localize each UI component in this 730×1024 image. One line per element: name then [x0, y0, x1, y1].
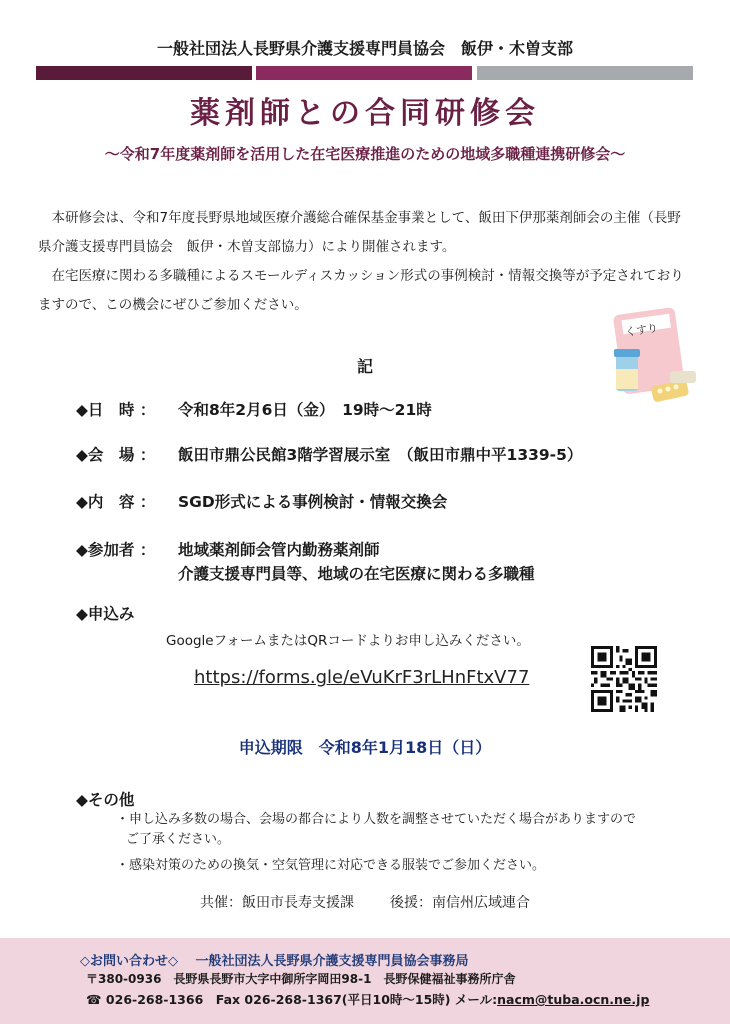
- medicine-bag-label: くすり: [624, 321, 659, 339]
- detail-content: [76, 490, 447, 514]
- intro-paragraph-2: 在宅医療に関わる多職種によるスモールディスカッション形式の事例検討・情報交換等が予定されておりますので、この機会にぜひご参加ください。: [38, 268, 684, 313]
- contact-address: 〒380-0936 長野県長野市大字中御所字岡田98-1 長野保健福祉事務所庁舎: [86, 972, 516, 986]
- page-title: 薬剤師との合同研修会: [190, 96, 540, 131]
- other-label: ◆その他: [76, 791, 135, 809]
- participants-line-2: 介護支援専門員等、地域の在宅医療に関わる多職種: [178, 565, 535, 583]
- header-bar-1: [36, 66, 252, 80]
- contact-heading: ◇お問い合わせ◇ 一般社団法人長野県介護支援専門員協会事務局: [80, 954, 469, 969]
- contact-phone-email: [86, 990, 649, 1008]
- participants-line-1: 地域薬剤師会管内勤務薬剤師: [178, 541, 380, 559]
- content-value: SGD形式による事例検討・情報交換会: [178, 493, 448, 511]
- application-label: ◆申込み: [76, 605, 135, 623]
- ki-heading: 記: [356, 357, 373, 376]
- contact-email-link[interactable]: nacm@tuba.ocn.ne.jp: [497, 992, 650, 1007]
- participants-label: ◆参加者 ：: [76, 541, 156, 559]
- application-url-link[interactable]: https://forms.gle/eVuKrF3rLHnFtxV77: [194, 667, 530, 688]
- venue-label: ◆会 場 ：: [76, 446, 156, 464]
- other-note-1-line-2: ご了承ください。: [126, 832, 231, 847]
- detail-date: [76, 398, 432, 422]
- date-label: ◆日 時 ：: [76, 401, 156, 419]
- date-value: 令和8年2月6日（金） 19時～21時: [178, 401, 432, 419]
- application-note: GoogleフォームまたはQRコードよりお申し込みください。: [166, 633, 530, 649]
- detail-venue: [76, 443, 582, 467]
- cohost: 共催：飯田市長寿支援課: [200, 895, 354, 911]
- qr-code[interactable]: [591, 646, 657, 712]
- intro-text: [38, 204, 688, 320]
- page-subtitle: ～令和7年度薬剤師を活用した在宅医療推進のための地域多職種連携研修会～: [104, 145, 626, 163]
- detail-participants: [76, 538, 535, 586]
- venue-value: 飯田市鼎公民館3階学習展示室 （飯田市鼎中平1339-5）: [178, 446, 583, 464]
- application-deadline: 申込期限 令和8年1月18日（日）: [238, 738, 492, 757]
- header-bar-3: [477, 66, 693, 80]
- header-bar-2: [256, 66, 472, 80]
- intro-paragraph-1: 本研修会は、令和7年度長野県地域医療介護総合確保基金事業として、飯田下伊那薬剤師会の主催（長野県介護支援専門員協会 飯伊・木曽支部協力）により開催されます。: [38, 210, 681, 255]
- content-label: ◆内 容 ：: [76, 493, 156, 511]
- support: 後援：南信州広域連合: [390, 895, 530, 911]
- sponsors: [0, 892, 730, 912]
- organization-name: 一般社団法人長野県介護支援専門員協会 飯伊・木曽支部: [156, 39, 573, 58]
- other-note-1-line-1: ・申し込み多数の場合、会場の都合により人数を調整させていただく場合がありますので: [116, 812, 637, 827]
- other-note-2: ・感染対策のための換気・空気管理に対応できる服装でご参加ください。: [116, 858, 546, 873]
- contact-phone-fax: ☎ 026-268-1366 Fax 026-268-1367(平日10時～15時) メール:: [86, 992, 498, 1007]
